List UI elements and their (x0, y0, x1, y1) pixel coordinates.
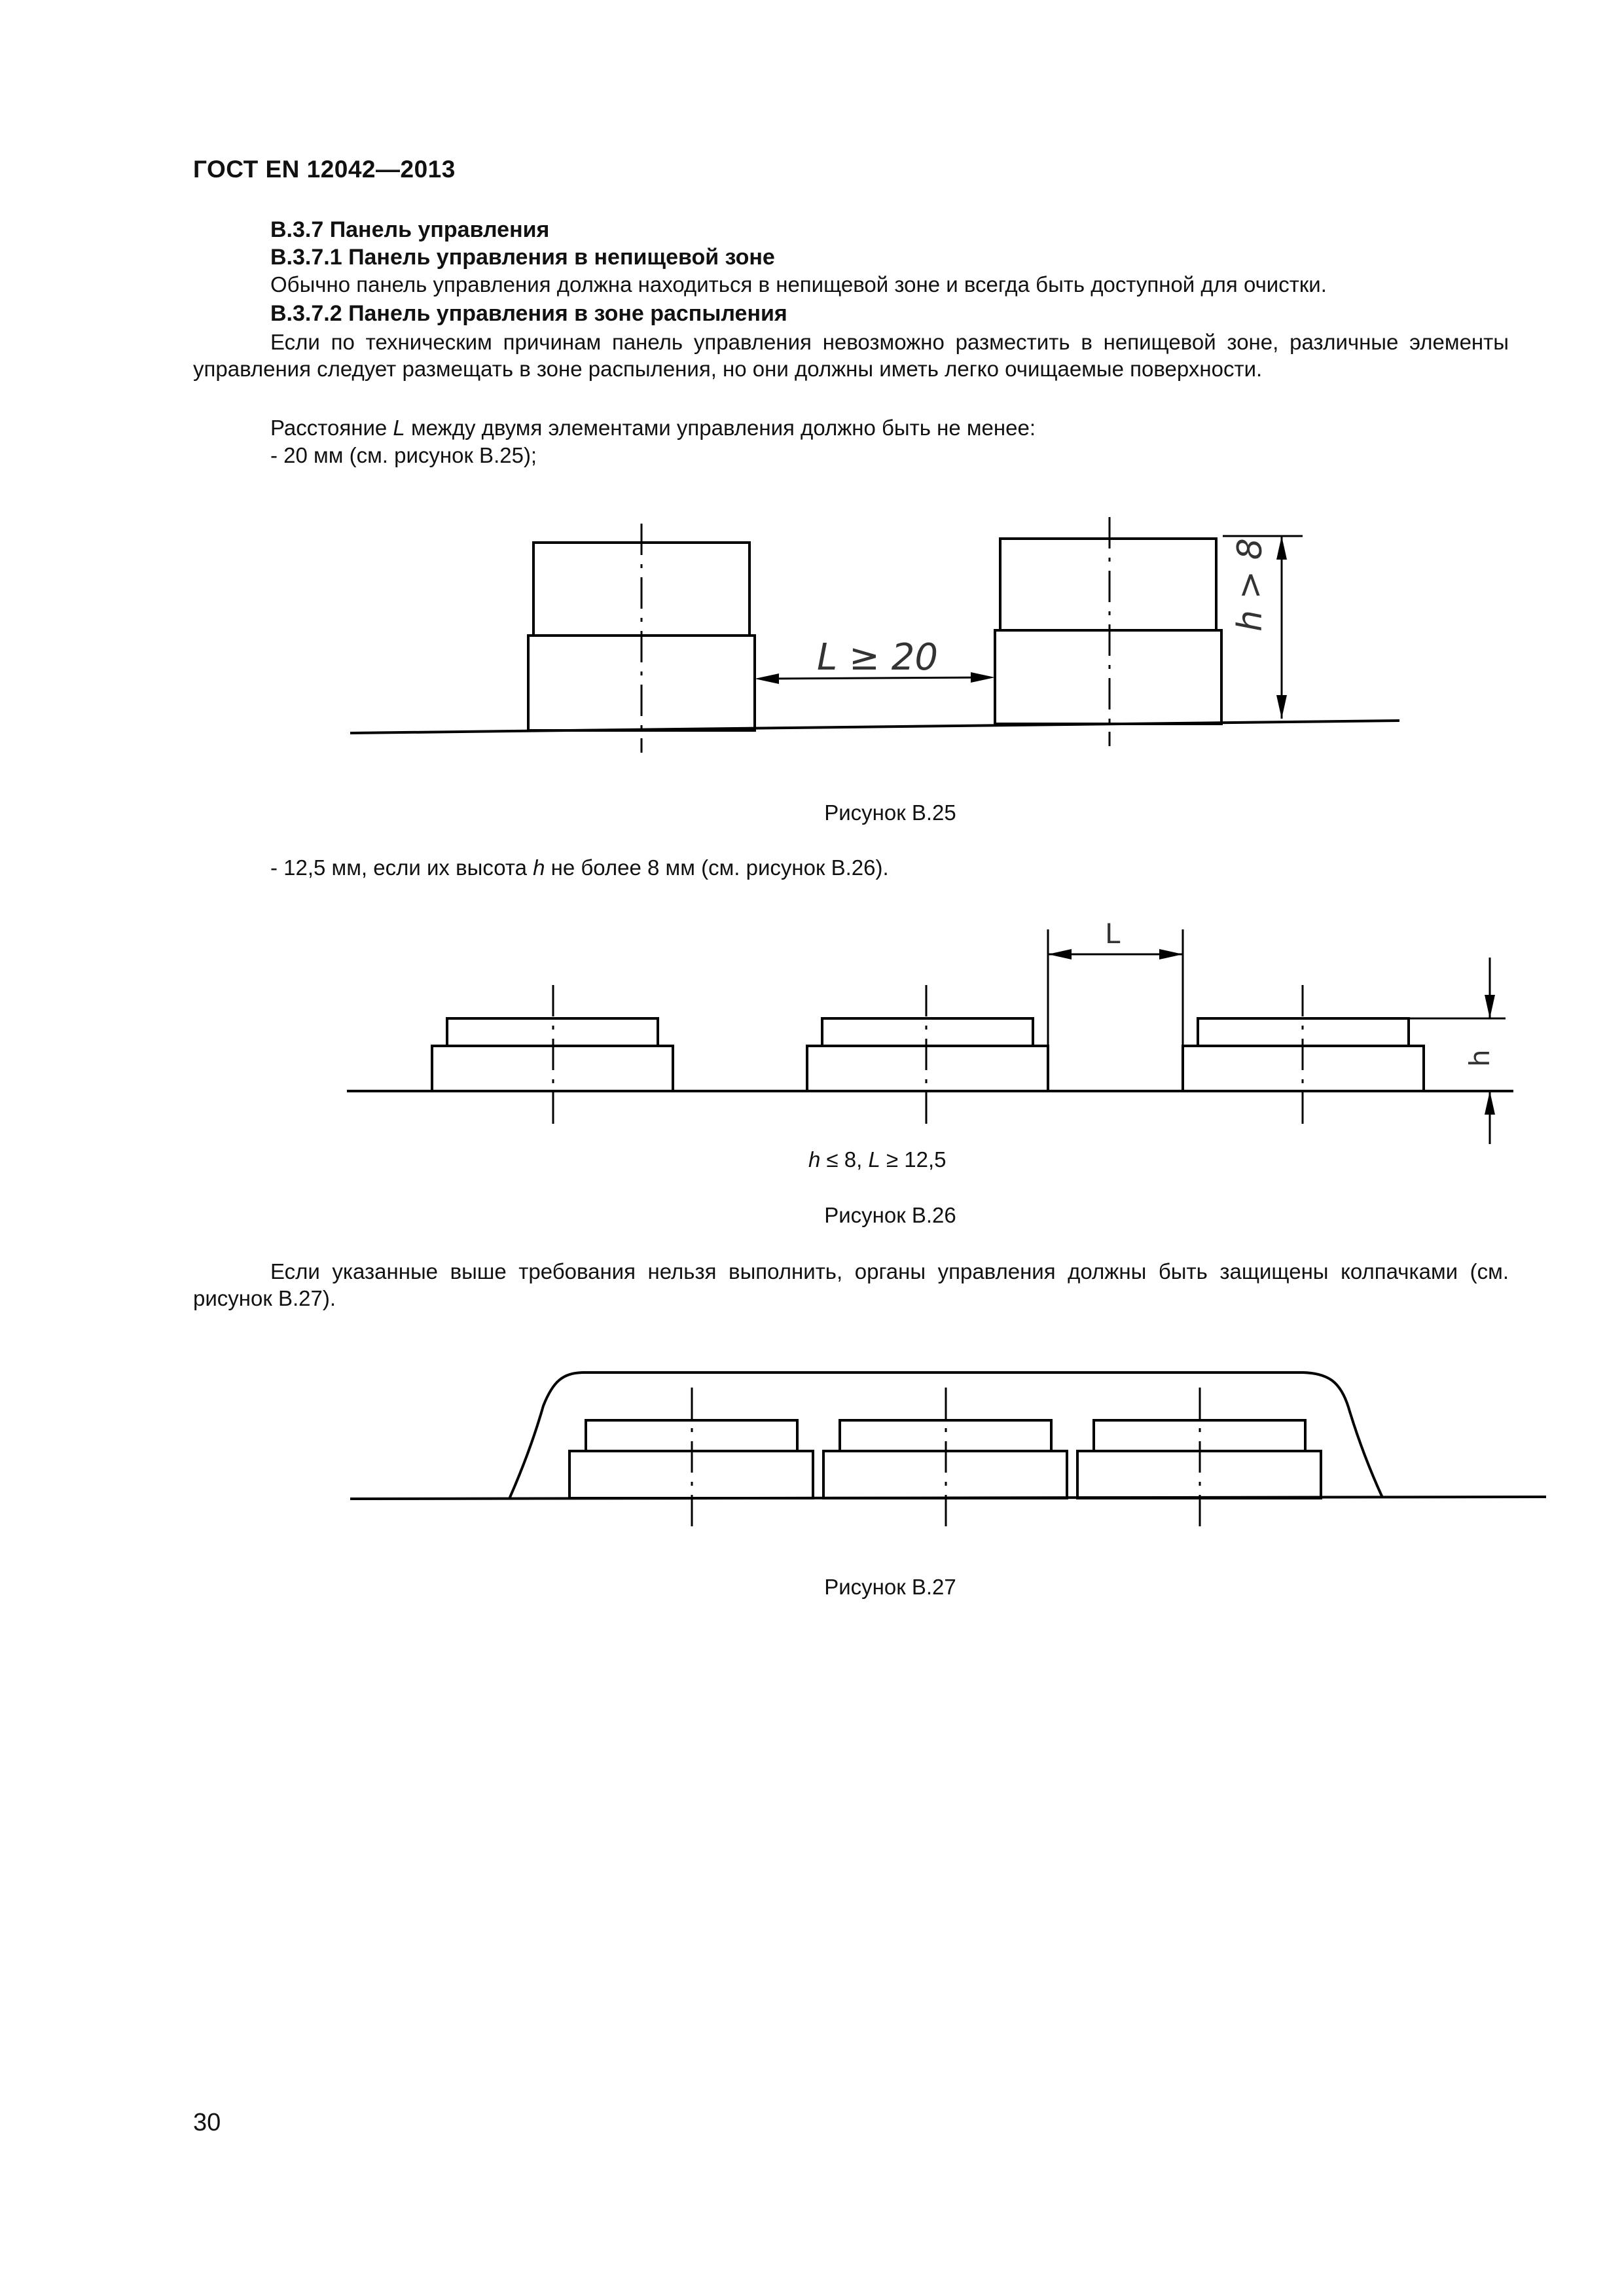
caps-requirement-text: Если указанные выше требования нельзя выполнить, органы управления должны быть защищены колпачками (см. рисунок В.27). (193, 1259, 1509, 1310)
figure-b27 (350, 1372, 1546, 1532)
page-number: 30 (193, 2109, 221, 2136)
fig-b25-L-label: L ≥ 20 (817, 636, 938, 679)
figure-b25-caption: Рисунок В.25 (824, 800, 956, 825)
figure-b26-caption: Рисунок В.26 (824, 1203, 956, 1227)
fig-b26-L-label: L (1105, 918, 1121, 950)
fig-b26-h-label: h (1464, 1049, 1496, 1067)
document-header: ГОСТ EN 12042—2013 (193, 156, 456, 183)
figure-b26-formula: h ≤ 8, L ≥ 12,5 (808, 1147, 947, 1172)
figure-b26 (347, 929, 1513, 1144)
fig-b25-h-label: h > 8 (1231, 538, 1270, 632)
section-b372-text: Если по техническим причинам панель управления невозможно разместить в непищевой зоне, различные элементы управления следует размещать в зоне распыления, но они должны иметь легко очищаемые поверхности. (193, 330, 1509, 381)
distance-intro: Расстояние L между двумя элементами управления должно быть не менее: (270, 416, 1036, 440)
section-b371-title: В.3.7.1 Панель управления в непищевой зоне (270, 245, 775, 270)
list-item-20mm: - 20 мм (см. рисунок В.25); (270, 443, 537, 467)
list-item-12-5mm: - 12,5 мм, если их высота h не более 8 мм (см. рисунок В.26). (270, 855, 889, 880)
section-b372-title: В.3.7.2 Панель управления в зоне распыления (270, 301, 787, 326)
section-b37-title: В.3.7 Панель управления (270, 217, 550, 242)
section-b371-text: Обычно панель управления должна находиться в непищевой зоне и всегда быть доступной для очистки. (270, 272, 1327, 296)
figure-b27-caption: Рисунок В.27 (824, 1575, 956, 1599)
